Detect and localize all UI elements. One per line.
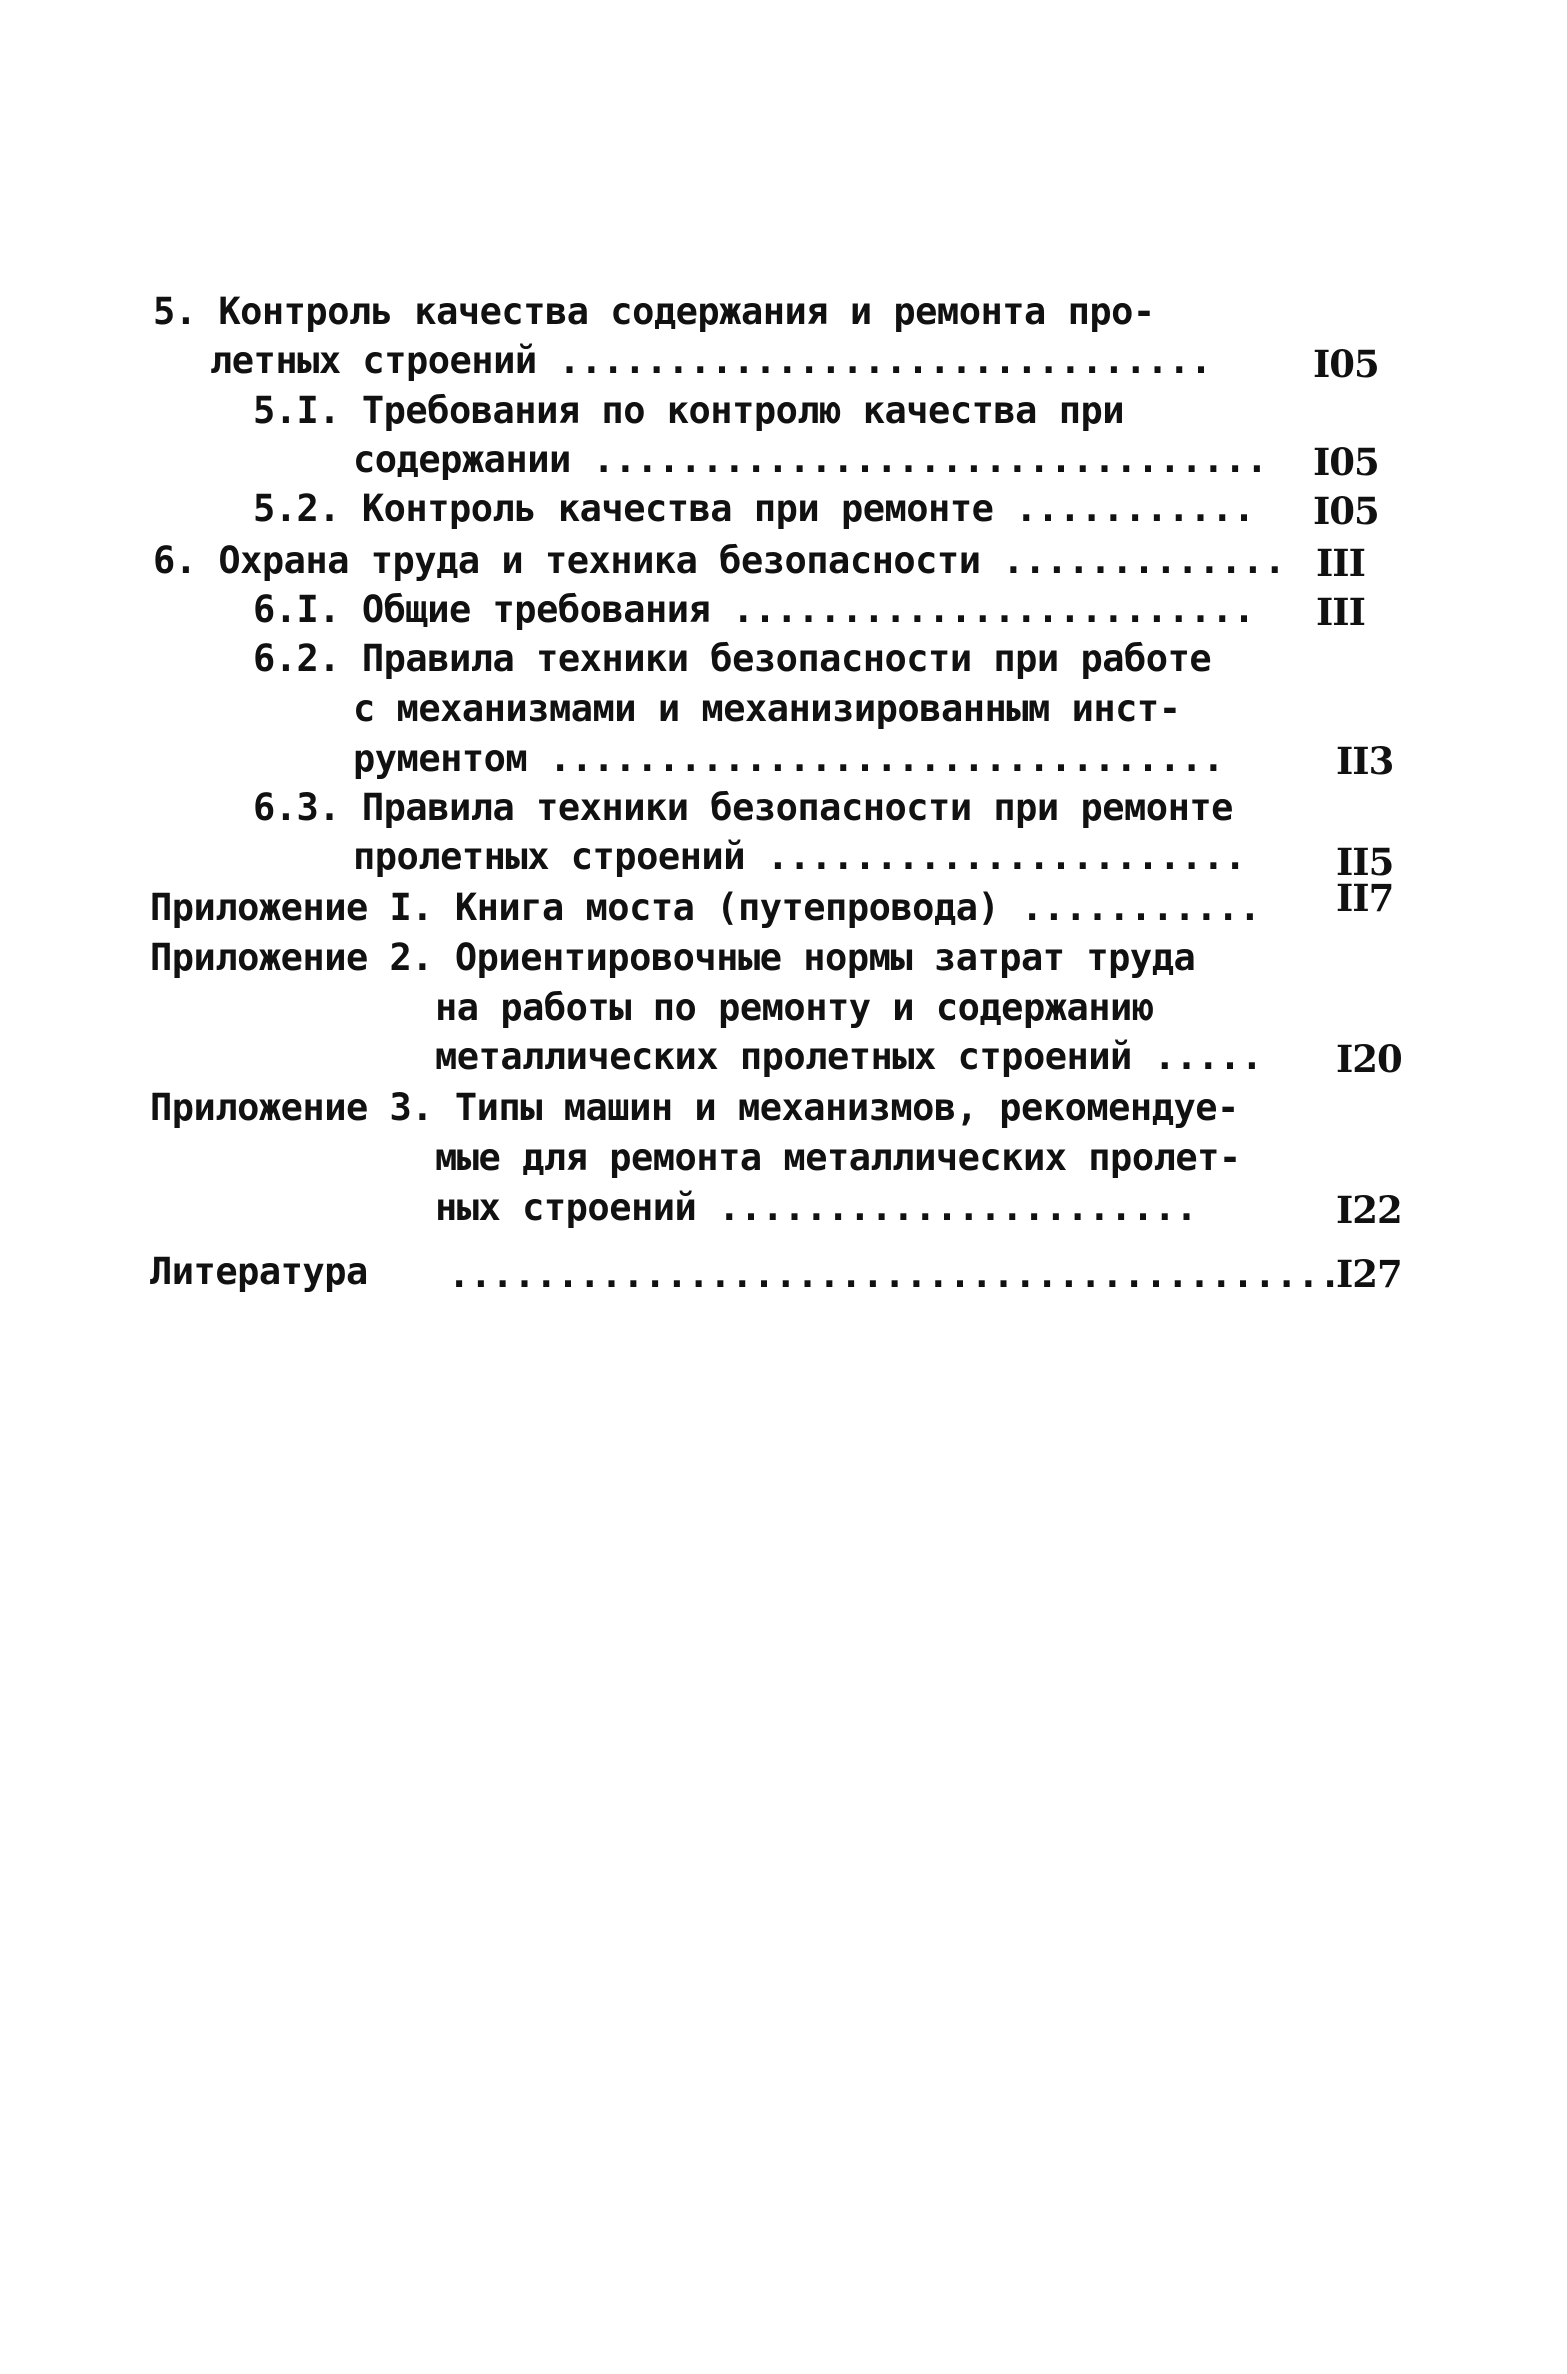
toc-line: 6.3. Правила техники безопасности при ремонте [253,786,1233,829]
toc-page-number: I22 [1336,1188,1402,1232]
toc-line: пролетных строений ...................... [353,835,1246,878]
toc-line: 6.I. Общие требования ........................ [253,588,1255,631]
toc-line: ......................................... [448,1253,1341,1296]
toc-line: рументом ............................... [353,737,1225,780]
toc-page-number: I27 [1336,1252,1402,1296]
toc-page-number: I05 [1313,342,1379,386]
toc-line: Приложение I. Книга моста (путепровода) ........... [150,886,1261,929]
toc-page-number: I20 [1336,1037,1402,1081]
toc-line: 5.I. Требования по контролю качества при [253,389,1125,432]
toc-page-number: I05 [1313,440,1379,484]
toc-page-number: II7 [1336,876,1394,920]
toc-line: летных строений .............................. [210,339,1212,382]
toc-line: на работы по ремонту и содержанию [435,986,1154,1029]
toc-line: содержании ............................... [353,438,1268,481]
toc-line: металлических пролетных строений ..... [435,1035,1263,1078]
toc-page-number: III [1316,541,1365,585]
toc-line: 6. Охрана труда и техника безопасности ............. [153,539,1286,582]
toc-line: мые для ремонта металлических пролет- [435,1136,1241,1179]
toc-page-number: II3 [1336,739,1394,783]
toc-line: с механизмами и механизированным инст- [353,687,1181,730]
toc-line: Приложение 3. Типы машин и механизмов, рекомендуе- [150,1086,1239,1129]
toc-page-number: II5 [1336,840,1394,884]
toc-line: Литература [150,1250,368,1293]
toc-line: 5. Контроль качества содержания и ремонта про- [153,290,1155,333]
toc-page-number: I05 [1313,489,1379,533]
toc-page-number: III [1316,590,1365,634]
toc-line: 6.2. Правила техники безопасности при работе [253,637,1212,680]
toc-line: 5.2. Контроль качества при ремонте ........... [253,487,1255,530]
toc-line: ных строений ...................... [435,1186,1198,1229]
toc-line: Приложение 2. Ориентировочные нормы затрат труда [150,936,1196,979]
